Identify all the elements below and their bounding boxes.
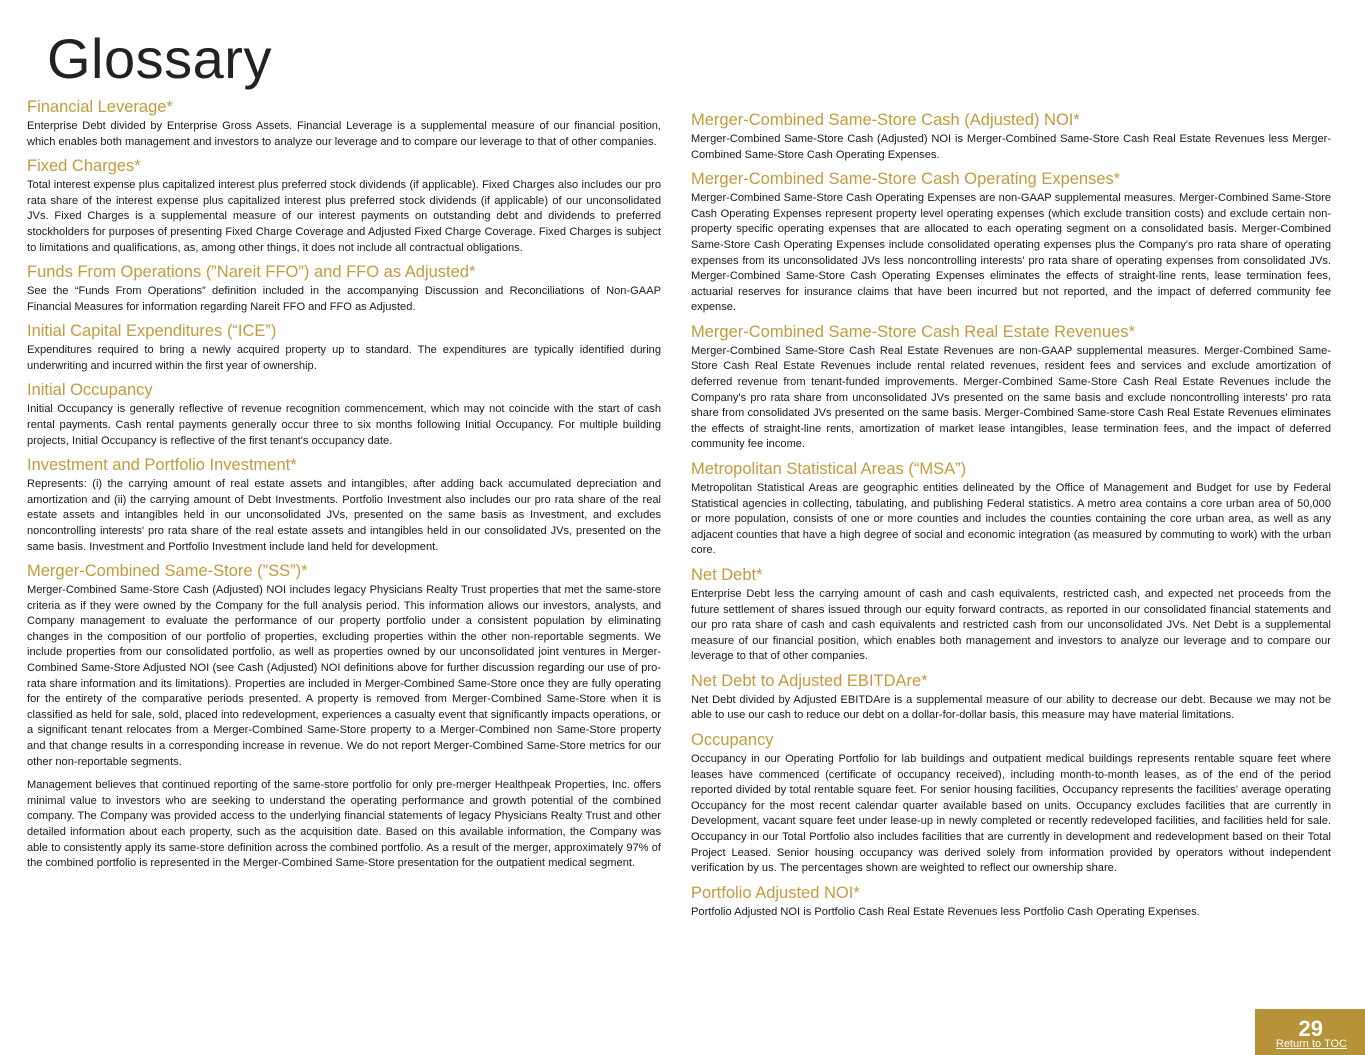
glossary-entry [27, 98, 661, 150]
glossary-entry [691, 731, 1331, 877]
glossary-definition: Initial Occupancy is generally reflective of revenue recognition commencement, which may not coincide with the start of cash rental payments. Cash rental payments generally occur three to six months following Initial Occupancy. For multiple building projects, Initial Occupancy is reflective of the first tenant's occupancy date. [27, 403, 661, 447]
glossary-entry [691, 111, 1331, 163]
glossary-definition: Portfolio Adjusted NOI is Portfolio Cash Real Estate Revenues less Portfolio Cash Operating Expenses. [691, 905, 1200, 918]
glossary-entry [691, 672, 1331, 724]
glossary-entry [691, 566, 1331, 665]
glossary-term: Initial Occupancy [27, 381, 153, 400]
glossary-term: Initial Capital Expenditures (“ICE”) [27, 322, 277, 341]
glossary-entry [27, 562, 661, 872]
glossary-definition: Management believes that continued reporting of the same-store portfolio for only pre-merger Healthpeak Properties, Inc. offers minimal value to investors who are seeking to understand the operating performance and growth potential of the combined company. The Company was provided access to the underlying financial statements of legacy Physicians Realty Trust and other detailed information about each property, such as the acquisition date. Based on this available information, the Company was able to consistently apply its same-store definition across the combined portfolio. As a result of the merger, approximately 97% of the combined portfolio is represented in the Merger-Combined Same-Store presentation for the outpatient medical segment. [27, 779, 661, 870]
glossary-definition: Merger-Combined Same-Store Cash Operating Expenses are non-GAAP supplemental measures. Merger-Combined Same-Store Cash Operating Expenses represent property level operating expenses (which exclude transition costs) and exclude certain non-property specific operating expenses that are allocated to each operating segment on a consolidated basis. Merger-Combined Same-Store Cash Operating Expenses include consolidated operating expenses plus the Company's pro rata share of operating expenses from its unconsolidated JVs less noncontrolling interests' pro rata share of operating expenses from consolidated JVs. Merger-Combined Same-Store Cash Operating Expenses eliminates the effects of straight-line rents, lease termination fees, actuarial reserves for insurance claims that have been incurred but not reported, and the impact of deferred community fee expense. [691, 192, 1331, 314]
glossary-entry [27, 263, 661, 315]
glossary-definition: Enterprise Debt divided by Enterprise Gross Assets. Financial Leverage is a supplemental measure of our financial position, which enables both management and investors to analyze our leverage and to compare our leverage to that of other companies. [27, 119, 661, 148]
glossary-term: Fixed Charges* [27, 157, 141, 176]
glossary-definition: Represents: (i) the carrying amount of real estate assets and intangibles, after adding back accumulated depreciation and amortization and (ii) the carrying amount of Debt Investments. Portfolio Investment also includes our pro rata share of the real estate assets and intangibles held in our unconsolidated JVs, presented on the same basis as Investment, and excludes noncontrolling interests' pro rata share of the real estate assets and intangibles held in our consolidated JVs, presented on the same basis. Investment and Portfolio Investment include land held for development. [27, 478, 661, 553]
glossary-term: Merger-Combined Same-Store Cash Real Estate Revenues* [691, 322, 1135, 341]
glossary-entry [27, 456, 661, 555]
glossary-definition: Enterprise Debt less the carrying amount of cash and cash equivalents, restricted cash, and expected net proceeds from the future settlement of shares issued through our equity forward contracts, as reported in our consolidated financial statements and our pro rata share of cash and cash equivalents and restricted cash from our unconsolidated JVs. Net Debt is a supplemental measure of our financial position, which enables both management and investors to analyze our leverage and to compare our leverage to that of other companies. [691, 587, 1331, 663]
page-number: 29 [1298, 1016, 1323, 1041]
return-to-toc-link[interactable]: Return to TOC [1275, 1038, 1347, 1050]
glossary-term: Financial Leverage* [27, 98, 173, 116]
glossary-entry [691, 460, 1331, 559]
glossary-definition: Metropolitan Statistical Areas are geographic entities delineated by the Office of Management and Budget for use by Federal Statistical agencies in collecting, tabulating, and publishing Federal statistics. A metro area contains a core urban area of 50,000 or more population, consists of one or more counties and includes the counties containing the core urban area, as well as any adjacent counties that have a high degree of social and economic integration (as measured by commuting to work) with the urban core. [691, 481, 1331, 557]
glossary-definition: Merger-Combined Same-Store Cash Real Estate Revenues are non-GAAP supplemental measures. Merger-Combined Same-Store Cash Real Estate Revenues include rental related revenues, resident fees and services and exclude amortization of deferred revenue from tenant-funded improvements. Merger-Combined Same-Store Cash Real Estate Revenues include the Company's pro rata share from unconsolidated JVs presented on the same basis and exclude noncontrolling interests' pro rata share from consolidated JVs presented on the same basis. Merger-Combined Same-store Cash Real Estate Revenues eliminates the effects of straight-line rents, amortization of market lease intangibles, lease termination fees, and the impact of deferred community fee income. [691, 344, 1331, 451]
glossary-term: Merger-Combined Same-Store Cash Operating Expenses* [691, 170, 1121, 189]
glossary-term: Net Debt* [691, 565, 763, 584]
glossary-definition: See the “Funds From Operations” definition included in the accompanying Discussion and Reconciliations of Non-GAAP Financial Measures for information regarding Nareit FFO and FFO as Adjusted. [27, 285, 661, 313]
glossary-entry [691, 884, 1331, 921]
glossary-definition: Merger-Combined Same-Store Cash (Adjusted) NOI includes legacy Physicians Realty Trust properties that met the same-store criteria as if they were owned by the Company for the full analysis period. This information allows our investors, analysts, and Company management to evaluate the performance of our property portfolio under a consistent population by eliminating changes in the composition of our portfolio of properties, excluding properties within the other non-reportable segments. We include properties from our consolidated portfolio, as well as properties owned by our unconsolidated joint ventures in Merger-Combined Same-Store Adjusted NOI (see Cash (Adjusted) NOI definitions above for further discussion regarding our use of pro-rata share information and its limitations). Properties are included in Merger-Combined Same-Store once they are fully operating for the entirety of the comparative periods presented. A property is removed from Merger-Combined Same-Store when it is classified as held for sale, sold, placed into redevelopment, experiences a casualty event that significantly impacts operations, or a significant tenant relocates from a Merger-Combined Same-Store property to a Merger-Combined non Same-Store property and that change results in a corresponding increase in revenue. We do not report Merger-Combined Same-Store metrics for our other non-reportable segments. [27, 584, 661, 768]
glossary-definition: Merger-Combined Same-Store Cash (Adjusted) NOI is Merger-Combined Same-Store Cash Real Estate Revenues less Merger-Combined Same-Store Cash Operating Expenses. [691, 132, 1331, 161]
glossary-term: Net Debt to Adjusted EBITDAre* [691, 671, 928, 690]
glossary-entry [27, 157, 661, 256]
glossary-term: Merger-Combined Same-Store (”SS”)* [27, 562, 308, 581]
glossary-definition: Net Debt divided by Adjusted EBITDAre is a supplemental measure of our ability to decrease our debt. Because we may not be able to use our cash to reduce our debt on a dollar-for-dollar basis, this measure may have material limitations. [691, 693, 1331, 722]
glossary-left-column [27, 98, 661, 879]
page-title: Glossary [47, 27, 272, 90]
glossary-entry [691, 170, 1331, 316]
glossary-right-column [691, 111, 1331, 927]
glossary-term: Occupancy [691, 731, 774, 750]
glossary-entry [691, 323, 1331, 453]
glossary-term: Portfolio Adjusted NOI* [691, 883, 860, 902]
glossary-term: Metropolitan Statistical Areas (“MSA”) [691, 460, 967, 478]
glossary-term: Funds From Operations (”Nareit FFO”) and FFO as Adjusted* [27, 263, 476, 282]
glossary-definition: Total interest expense plus capitalized interest plus preferred stock dividends (if applicable). Fixed Charges also includes our pro rata share of the interest expense plus capitalized interest plus preferred stock dividends (if applicable) of our unconsolidated JVs. Fixed Charges is a supplemental measure of our interest payments on outstanding debt and dividends to preferred stockholders for purposes of presenting Fixed Charge Coverage and Adjusted Fixed Charge Coverage. Fixed Charges is subject to limitations and qualifications, as, among other things, it does not include all contractual obligations. [27, 179, 661, 254]
glossary-term: Investment and Portfolio Investment* [27, 456, 297, 475]
glossary-definition: Occupancy in our Operating Portfolio for lab buildings and outpatient medical buildings represents rentable square feet where leases have commenced (certificate of occupancy received), including month-to-month leases, as of the end of the period reported divided by total rentable square feet. For senior housing facilities, Occupancy represents the facilities’ average operating Occupancy for the most recent calendar quarter available based on units. Occupancy excludes facilities that are currently in Development, vacant square feet under lease-up in newly completed or recently redeveloped facilities, and facilities held for sale. Occupancy in our Total Portfolio also includes facilities that are currently in development and redevelopment based on their Total Project Leased. Senior housing occupancy was derived solely from information provided by operators without independent verification by us. The percentages shown are weighted to reflect our ownership share. [691, 753, 1331, 875]
glossary-entry [27, 381, 661, 449]
glossary-entry [27, 322, 661, 374]
glossary-term: Merger-Combined Same-Store Cash (Adjusted) NOI* [691, 111, 1080, 129]
glossary-definition: Expenditures required to bring a newly acquired property up to standard. The expenditures are typically identified during underwriting and incurred within the first year of ownership. [27, 344, 661, 372]
